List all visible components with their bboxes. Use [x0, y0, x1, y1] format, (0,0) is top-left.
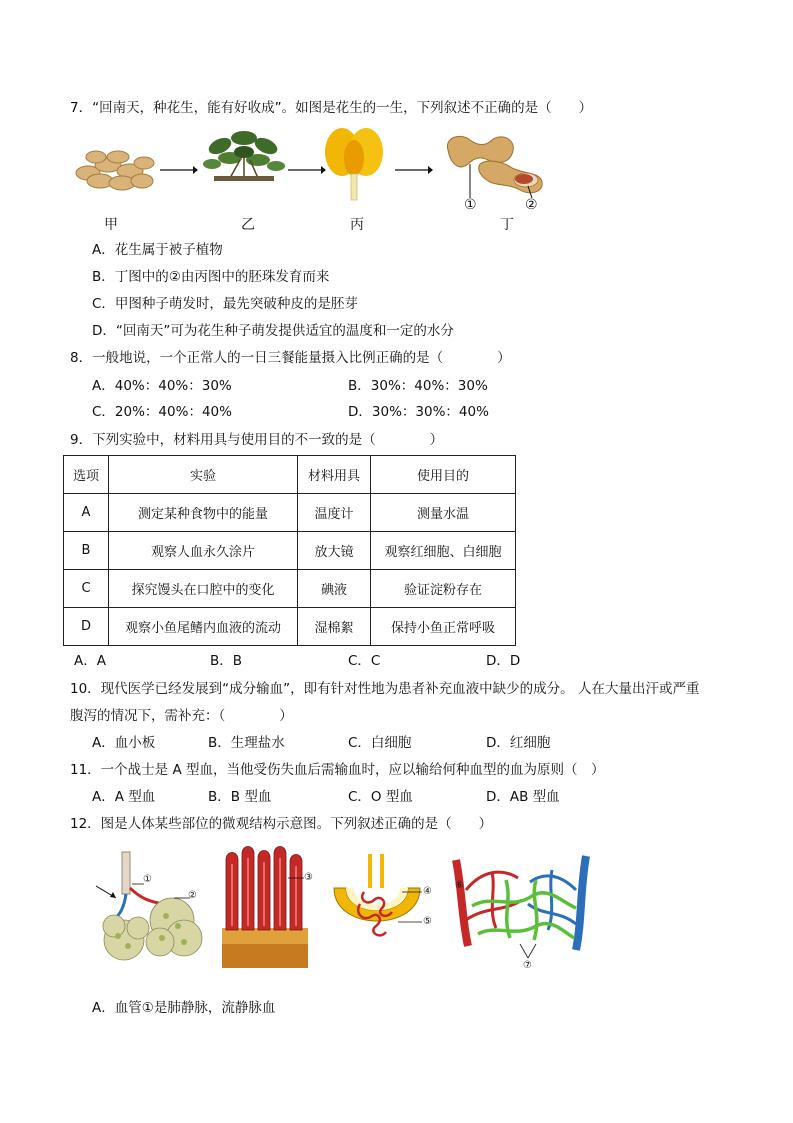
q9-option-d[interactable]: D．D — [486, 653, 521, 669]
label-ding: 丁 — [500, 217, 514, 233]
peanut-pod-image — [440, 128, 550, 208]
table-cell: 测定某种食物中的能量 — [109, 494, 298, 532]
label-yi: 乙 — [241, 217, 255, 233]
q9-option-c[interactable]: C．C — [348, 653, 381, 669]
q10-option-a[interactable]: A．血小板 — [92, 735, 156, 751]
table-cell: 碘液 — [298, 570, 371, 608]
header-cell: 实验 — [109, 456, 298, 494]
q10-stem-line2: 腹泻的情况下，需补充：（ ） — [70, 708, 293, 724]
table-cell: B — [64, 532, 109, 570]
table-cell: 保持小鱼正常呼吸 — [371, 608, 516, 646]
q10-option-c[interactable]: C．白细胞 — [348, 735, 412, 751]
q8-option-b[interactable]: B．30%：40%：30% — [348, 378, 488, 394]
table-cell: 测量水温 — [371, 494, 516, 532]
header-cell: 选项 — [64, 456, 109, 494]
table-row — [64, 608, 516, 646]
q7-option-d[interactable]: D．“回南天”可为花生种子萌发提供适宜的温度和一定的水分 — [92, 323, 454, 339]
label-jia: 甲 — [104, 217, 118, 233]
q11-option-d[interactable]: D．AB 型血 — [486, 789, 560, 805]
q9-option-b[interactable]: B．B — [210, 653, 243, 669]
table-cell: 观察人血永久涂片 — [109, 532, 298, 570]
table-row — [64, 532, 516, 570]
q8-option-c[interactable]: C．20%：40%：40% — [92, 404, 232, 420]
table-cell: A — [64, 494, 109, 532]
arrow-3 — [395, 165, 433, 175]
q7-option-a[interactable]: A．花生属于被子植物 — [92, 242, 223, 258]
marker-2: ② — [188, 890, 197, 901]
q8-option-a[interactable]: A．40%：40%：30% — [92, 378, 232, 394]
table-row — [64, 570, 516, 608]
q11-option-b[interactable]: B．B 型血 — [208, 789, 272, 805]
peanut-pile-image — [74, 143, 156, 193]
table-row — [64, 494, 516, 532]
villi-image — [220, 846, 312, 970]
marker-1: ① — [464, 197, 477, 213]
marker-6: ⑥ — [455, 880, 464, 891]
table-cell: 温度计 — [298, 494, 371, 532]
marker-7: ⑦ — [523, 960, 532, 971]
q9-option-a[interactable]: A．A — [74, 653, 106, 669]
q8-option-d[interactable]: D．30%：30%：40% — [348, 404, 489, 420]
q10-stem-line1: 10．现代医学已经发展到“成分输血”，即有针对性地为患者补充血液中缺少的成分。 人在大量出汗或严重 — [70, 681, 700, 697]
table-cell: 验证淀粉存在 — [371, 570, 516, 608]
q12-stem: 12．图是人体某些部位的微观结构示意图。下列叙述正确的是（ ） — [70, 816, 493, 832]
marker-3: ③ — [304, 872, 313, 883]
capillary-image — [452, 850, 596, 978]
arrow-2 — [288, 165, 326, 175]
table-cell: 探究馒头在口腔中的变化 — [109, 570, 298, 608]
table-cell: 观察红细胞、白细胞 — [371, 532, 516, 570]
q8-stem: 8．一般地说，一个正常人的一日三餐能量摄入比例正确的是（ ） — [70, 350, 511, 366]
nephron-image — [324, 852, 434, 960]
marker-1: ① — [143, 874, 152, 885]
alveoli-image — [94, 848, 212, 970]
peanut-flower-image — [322, 124, 386, 200]
q7-option-c[interactable]: C．甲图种子萌发时，最先突破种皮的是胚芽 — [92, 296, 358, 312]
marker-4: ④ — [423, 886, 432, 897]
table-header-row — [64, 456, 516, 494]
q12-option-a[interactable]: A．血管①是肺静脉，流静脉血 — [92, 1000, 276, 1016]
q11-option-a[interactable]: A．A 型血 — [92, 789, 156, 805]
table-cell: C — [64, 570, 109, 608]
table-cell: 湿棉絮 — [298, 608, 371, 646]
q11-stem: 11．一个战士是 A 型血，当他受伤失血后需输血时，应以输给何种血型的血为原则（ ） — [70, 762, 605, 778]
q10-option-d[interactable]: D．红细胞 — [486, 735, 551, 751]
table-cell: 观察小鱼尾鳍内血液的流动 — [109, 608, 298, 646]
q9-table — [63, 455, 516, 646]
peanut-plant-image — [200, 124, 288, 182]
header-cell: 使用目的 — [371, 456, 516, 494]
q9-stem: 9．下列实验中，材料用具与使用目的不一致的是（ ） — [70, 432, 444, 448]
header-cell: 材料用具 — [298, 456, 371, 494]
marker-5: ⑤ — [423, 916, 432, 927]
q10-option-b[interactable]: B．生理盐水 — [208, 735, 285, 751]
label-bing: 丙 — [350, 217, 364, 233]
marker-2: ② — [525, 197, 538, 213]
q7-stem: 7．“回南天，种花生，能有好收成”。如图是花生的一生，下列叙述不正确的是（ ） — [70, 100, 593, 116]
q7-option-b[interactable]: B．丁图中的②由丙图中的胚珠发育而来 — [92, 269, 330, 285]
table-cell: 放大镜 — [298, 532, 371, 570]
q11-option-c[interactable]: C．O 型血 — [348, 789, 413, 805]
arrow-1 — [160, 165, 198, 175]
table-cell: D — [64, 608, 109, 646]
